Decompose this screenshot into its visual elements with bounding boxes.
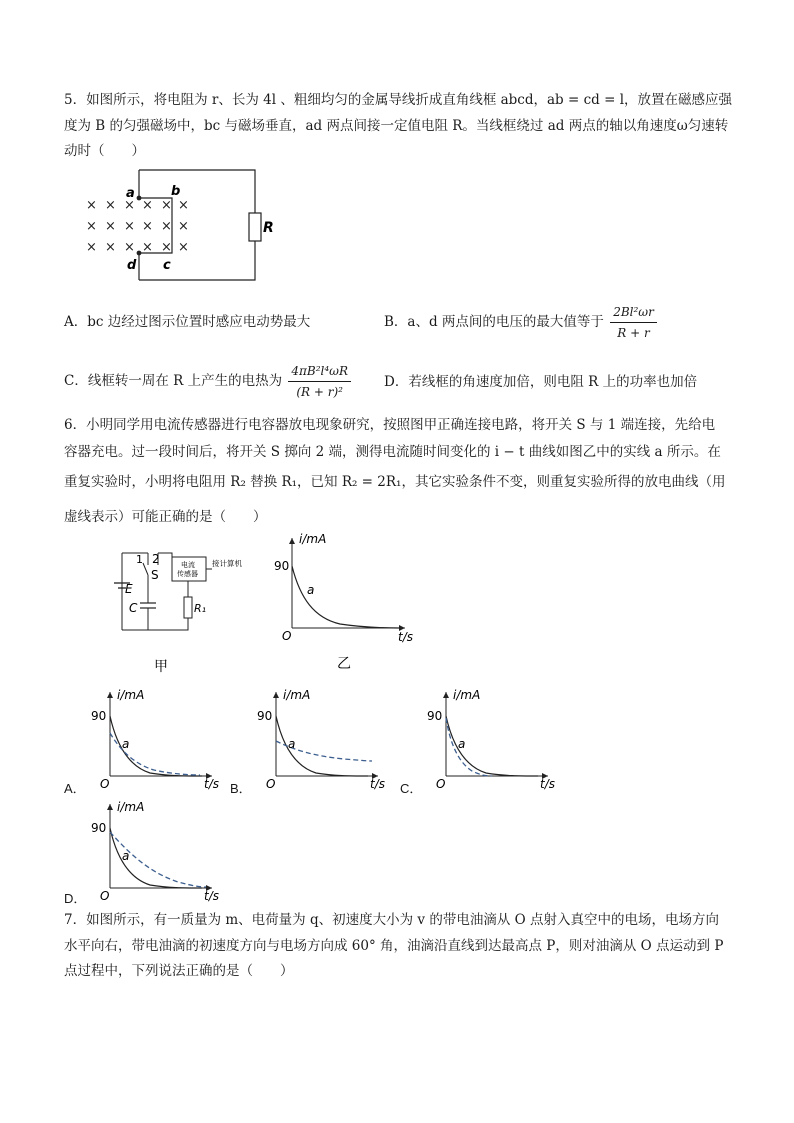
circuit-label-C: C <box>129 601 138 615</box>
field-cross: × <box>142 240 153 255</box>
origin: O <box>436 777 446 791</box>
field-cross: × <box>142 198 153 213</box>
y-value: 90 <box>91 709 107 723</box>
label-c: c <box>163 258 171 273</box>
graph-yi-origin: O <box>282 629 292 643</box>
q6-option-c-label: C． <box>400 781 423 796</box>
field-cross: × <box>86 198 97 213</box>
q6-stem-line3: 重复实验时，小明将电阻用 R₂ 替换 R₁，已知 R₂ = 2R₁，其它实验条件不变，则重复实验所得的放电曲线（用 <box>64 474 726 490</box>
xlabel: t/s <box>370 777 385 791</box>
circuit-label-E: E <box>125 582 133 596</box>
curve-label: a <box>122 849 130 863</box>
xlabel: t/s <box>204 777 219 791</box>
field-cross: × <box>178 240 189 255</box>
xlabel: t/s <box>540 777 555 791</box>
field-cross: × <box>86 240 97 255</box>
circuit-sensor-line2: 传感器 <box>177 570 198 578</box>
q6-stem-line4: 虚线表示）可能正确的是（ ） <box>64 509 267 525</box>
q7-stem-line1: 7．如图所示，有一质量为 m、电荷量为 q、初速度大小为 v 的带电油滴从 O 点射入真空中的电场，电场方向 <box>64 912 719 928</box>
graph-yi-y-value: 90 <box>274 559 290 573</box>
q6-option-graph-a <box>88 688 228 792</box>
field-cross: × <box>124 198 135 213</box>
field-cross: × <box>178 219 189 234</box>
curve-label: a <box>458 737 466 751</box>
field-cross: × <box>105 240 116 255</box>
field-cross: × <box>161 219 172 234</box>
circuit-sensor-line1: 电流 <box>181 561 195 569</box>
q7-stem-line3: 点过程中，下列说法正确的是（ ） <box>64 963 294 979</box>
q6-stem-line2: 容器充电。过一段时间后，将开关 S 掷向 2 端，测得电流随时间变化的 i − t 曲线如图乙中的实线 a 所示。在 <box>64 444 721 460</box>
circuit-label-1: 1 <box>136 553 143 566</box>
q5-stem-line3: 动时（ ） <box>64 143 145 159</box>
ylabel: i/mA <box>283 688 311 702</box>
circuit-computer-label: 接计算机 <box>212 559 242 568</box>
graph-yi-ylabel: i/mA <box>299 532 327 546</box>
y-value: 90 <box>91 821 107 835</box>
q5-option-b: B．a、d 两点间的电压的最大值等于 $\frac{\text{2Bl²ωr}}{R + r}$ <box>384 303 657 342</box>
field-cross: × <box>105 219 116 234</box>
ylabel: i/mA <box>117 688 145 702</box>
ylabel: i/mA <box>117 800 145 814</box>
origin: O <box>266 777 276 791</box>
xlabel: t/s <box>204 889 219 903</box>
field-cross: × <box>142 219 153 234</box>
field-cross: × <box>86 219 97 234</box>
circuit-label-2: 2 <box>152 552 160 566</box>
q6-option-graph-b <box>254 688 394 792</box>
field-cross: × <box>178 198 189 213</box>
q6-graph-yi <box>270 530 420 675</box>
field-cross: × <box>124 240 135 255</box>
circuit-caption: 甲 <box>154 659 168 675</box>
label-b: b <box>171 184 181 199</box>
q5-option-a: A．bc 边经过图示位置时感应电动势最大 <box>64 314 311 330</box>
q6-option-b-label: B． <box>230 781 252 796</box>
curve-label: a <box>288 737 296 751</box>
q5-option-c: C．线框转一周在 R 上产生的电热为 $\frac{\text{4πB²l⁴ωR}}{\text{(R + r)²}}$ <box>64 362 351 401</box>
q5-stem-line1: 5．如图所示，将电阻为 r、长为 4l 、粗细均匀的金属导线折成直角线框 abcd，ab = cd = l，放置在磁感应强 <box>64 92 733 108</box>
q6-option-d-label: D． <box>64 891 87 906</box>
graph-yi-xlabel: t/s <box>398 630 413 644</box>
q5-stem-line2: 度为 B 的匀强磁场中，bc 与磁场垂直，ad 两点间接一定值电阻 R。当线框绕过 ad 两点的轴以角速度ω匀速转 <box>64 118 729 134</box>
graph-yi-curve-a <box>292 566 400 628</box>
y-value: 90 <box>257 709 273 723</box>
field-cross: × <box>105 198 116 213</box>
field-cross: × <box>161 198 172 213</box>
field-cross: × <box>124 219 135 234</box>
ylabel: i/mA <box>453 688 481 702</box>
q7-stem-line2: 水平向右，带电油滴的初速度方向与电场方向成 60° 角，油滴沿直线到达最高点 P，则对油滴从 O 点运动到 P <box>64 938 724 954</box>
circuit-label-R1: R₁ <box>194 602 207 615</box>
circuit-label-S: S <box>151 568 159 582</box>
q6-circuit-figure <box>110 545 270 675</box>
q6-option-graph-c <box>424 688 564 792</box>
dashed-curve <box>446 718 492 776</box>
origin: O <box>100 777 110 791</box>
q6-stem-line1: 6．小明同学用电流传感器进行电容器放电现象研究，按照图甲正确连接电路，将开关 S 与 1 端连接，先给电 <box>64 417 716 433</box>
curve-label: a <box>122 737 130 751</box>
graph-yi-curve-label: a <box>307 583 315 597</box>
y-value: 90 <box>427 709 443 723</box>
q5-figure <box>80 165 274 285</box>
q6-option-graph-d <box>88 800 228 904</box>
label-d: d <box>127 258 137 273</box>
label-R: R <box>263 220 274 236</box>
q5-option-d: D．若线框的角速度加倍，则电阻 R 上的功率也加倍 <box>384 374 698 390</box>
label-a: a <box>126 186 135 201</box>
field-cross: × <box>161 240 172 255</box>
graph-yi-caption: 乙 <box>337 656 351 672</box>
origin: O <box>100 889 110 903</box>
q6-option-a-label: A． <box>64 781 86 796</box>
